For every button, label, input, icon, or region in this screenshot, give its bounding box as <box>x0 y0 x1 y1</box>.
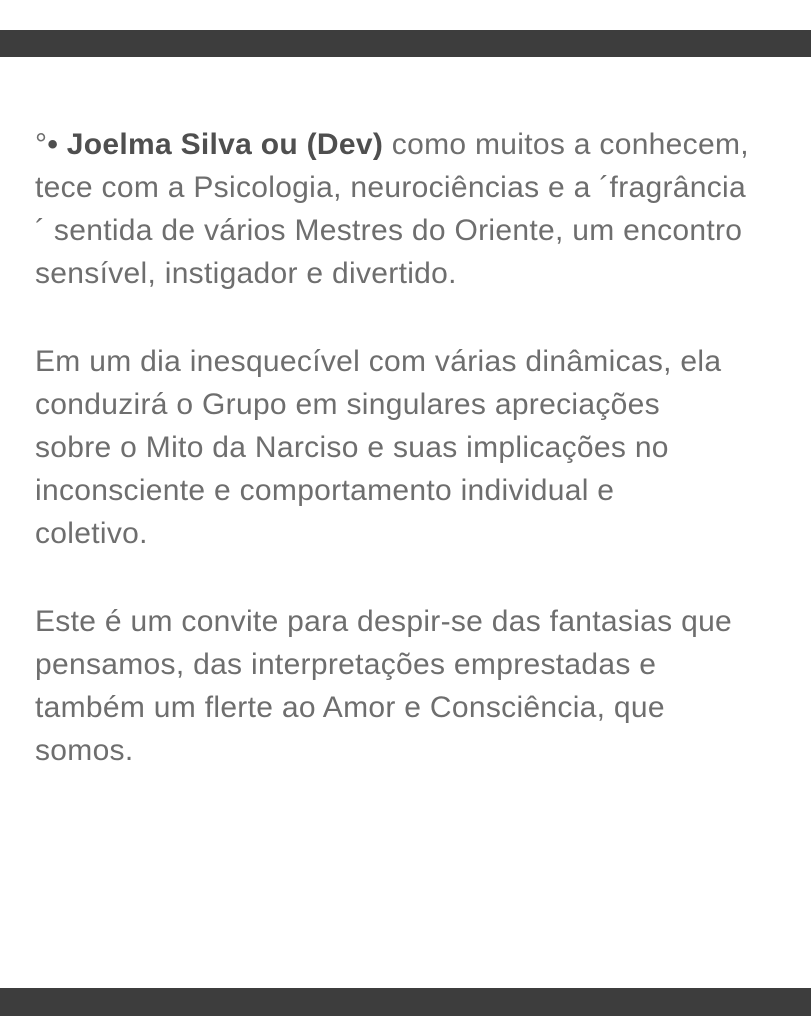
p2-line-3: sobre o Mito da Narciso e suas implicações no <box>35 431 669 464</box>
top-bar <box>0 30 811 57</box>
document-body <box>35 123 791 817</box>
degree-symbol: ° <box>35 128 48 161</box>
p3-line-1: Este é um convite para despir-se das fantasias que <box>35 605 733 638</box>
intro-line-1 <box>35 123 791 166</box>
paragraph-day-description <box>35 340 791 555</box>
paragraph-invitation <box>35 600 791 772</box>
paragraph-intro <box>35 123 791 295</box>
p2-line-1: Em um dia inesquecível com várias dinâmicas, ela <box>35 345 722 378</box>
p3-line-2: pensamos, das interpretações emprestadas e <box>35 648 657 681</box>
p2-line-2: conduzirá o Grupo em singulares apreciações <box>35 388 660 421</box>
bottom-bar <box>0 988 811 1016</box>
intro-line-1-rest: como muitos a conhecem, <box>383 128 749 161</box>
p2-line-5: coletivo. <box>35 517 148 550</box>
p2-line-4: inconsciente e comportamento individual e <box>35 474 615 507</box>
p3-line-4: somos. <box>35 734 134 767</box>
intro-bold-name: • Joelma Silva ou (Dev) <box>47 128 384 161</box>
intro-line-4: sensível, instigador e divertido. <box>35 257 457 290</box>
intro-line-2: tece com a Psicologia, neurociências e a ´fragrância <box>35 171 746 204</box>
intro-line-3: ´ sentida de vários Mestres do Oriente, um encontro <box>35 214 743 247</box>
p3-line-3: também um flerte ao Amor e Consciência, que <box>35 691 665 724</box>
